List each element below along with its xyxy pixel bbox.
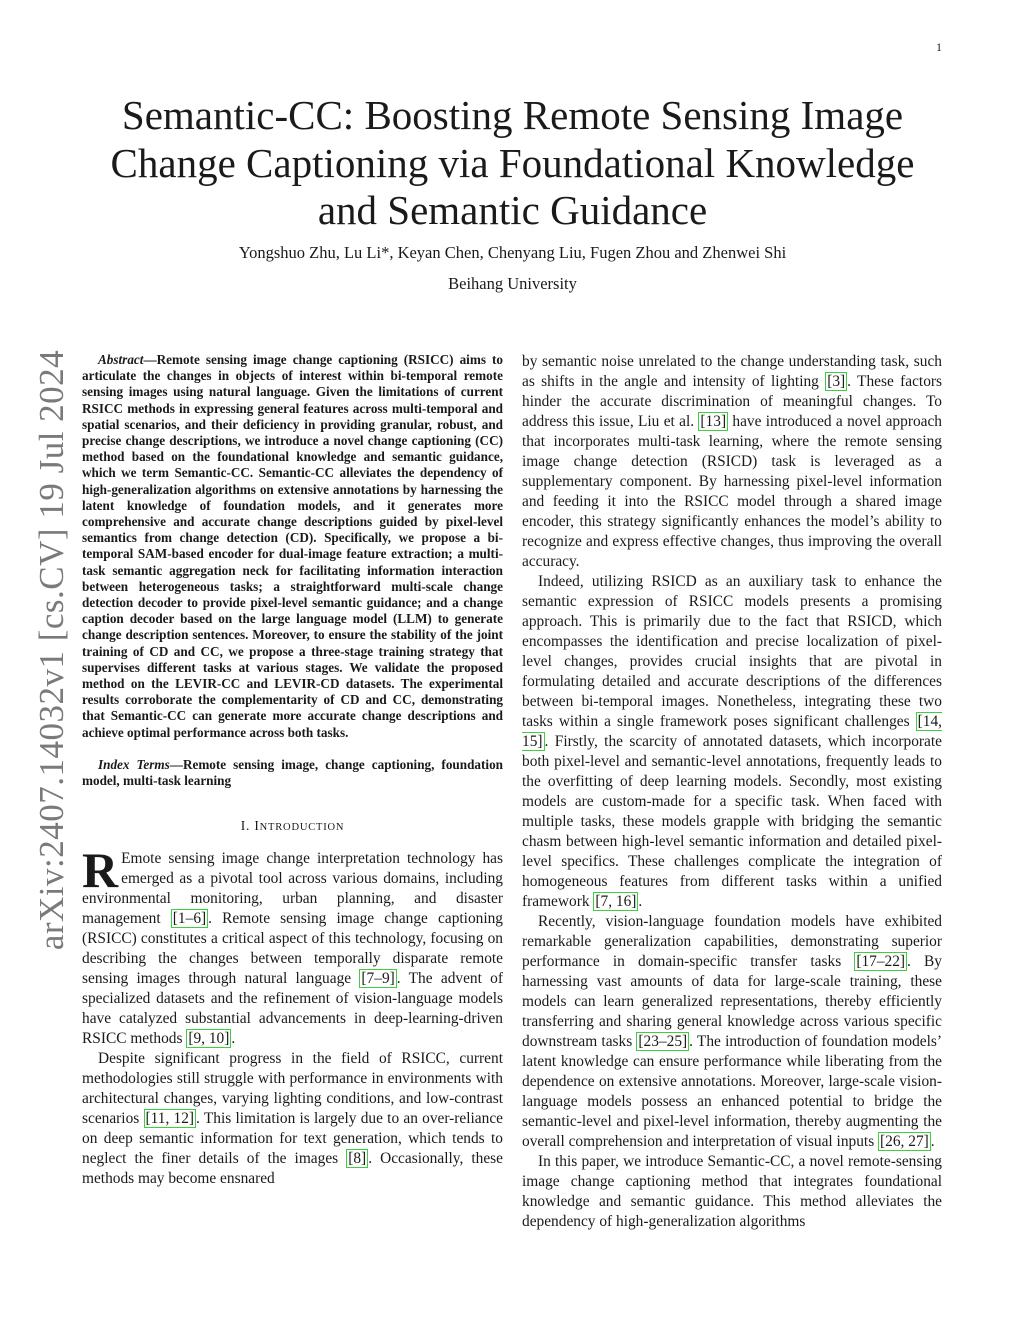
paragraph-text: . By harnessing vast amounts of data for large-scale training, these models can learn generalized representations, thereby efficiently transferring and sharing general knowledge across various specific downstream tasks xyxy=(522,953,942,1050)
abstract-label: Abstract xyxy=(98,352,144,367)
intro-paragraph-2 xyxy=(82,1049,503,1189)
paragraph-text: Emote sensing image change interpretation technology has emerged as a pivotal tool across various domains, including environmental monitoring, urban planning, and disaster management xyxy=(82,850,503,928)
section-title-rest: NTRODUCTION xyxy=(259,822,345,834)
section-title-initial: I xyxy=(254,818,260,834)
paragraph-text: by semantic noise unrelated to the change understanding task, such as shifts in the angle and intensity of lighting xyxy=(522,353,942,390)
section-heading-introduction xyxy=(82,817,503,837)
paragraph-text: . xyxy=(231,1030,236,1048)
section-number: I. xyxy=(240,818,251,834)
index-terms-text: —Remote sensing image, change captioning, foundation model, multi-task learning xyxy=(82,756,504,789)
intro-paragraph-4 xyxy=(522,912,942,1152)
citation-link[interactable]: [1–6] xyxy=(172,910,207,928)
citation-link[interactable]: [11, 12] xyxy=(145,1110,195,1128)
paragraph-text: . Occasionally, these methods may become ensnared xyxy=(82,1150,504,1188)
paragraph-text: . This limitation is largely due to an over-reliance on deep semantic information for text generation, which tends to neglect the finer details of the images xyxy=(82,1110,503,1168)
affiliation: Beihang University xyxy=(448,274,577,293)
left-column xyxy=(82,352,503,1189)
paragraph-text: . xyxy=(638,893,643,910)
citation-link[interactable]: [7–9] xyxy=(361,970,395,988)
intro-paragraph-3 xyxy=(522,572,942,912)
citation-link[interactable]: [26, 27] xyxy=(880,1133,929,1150)
abstract xyxy=(82,352,503,741)
paragraph-text: Despite significant progress in the field of RSICC, current methodologies still struggle with performance in environments with architectural changes, varying lighting conditions, and low-contrast scenarios xyxy=(82,1050,503,1128)
citation-link[interactable]: [3] xyxy=(827,373,846,390)
arxiv-stamp: arXiv:2407.14032v1 [cs.CV] 19 Jul 2024 xyxy=(32,349,71,951)
citation-link[interactable]: [23–25] xyxy=(638,1033,688,1050)
intro-paragraph-1 xyxy=(82,842,503,1049)
index-terms-label: Index Terms xyxy=(98,756,170,772)
citation-link[interactable]: [13] xyxy=(700,413,727,430)
paragraph-text: In this paper, we introduce Semantic-CC, a novel remote-sensing image change captioning method that integrates foundational knowledge and semantic guidance. This method alleviates the dependency of high-generalization algorithms xyxy=(522,1153,942,1230)
abstract-text: —Remote sensing image change captioning (RSICC) aims to articulate the changes in objects of interest within bi-temporal remote sensing images using natural language. Given the limitations of current RSICC methods in expressing general features across multi-temporal and spatial scenarios, and their deficiency in providing granular, robust, and precise change descriptions, we introduce a novel change captioning (CC) method based on the foundational knowledge and semantic guidance, which we term Semantic-CC. Semantic-CC alleviates the dependency of high-generalization algorithms on extensive annotations by harnessing the latent knowledge of foundation models, and it generates more comprehensive and accurate change descriptions guided by pixel-level semantics from change detection (CD). Specifically, we propose a bi-temporal SAM-based encoder for dual-image feature extraction; a multi-task semantic aggregation neck for facilitating information interaction between heterogeneous tasks; a straightforward multi-scale change detection decoder to provide pixel-level semantic guidance; and a change caption decoder based on the large language model (LLM) to generate change description sentences. Moreover, to ensure the stability of the joint training of CD and CC, we propose a three-stage training strategy that supervises different tasks at various stages. We validate the proposed method on the LEVIR-CC and LEVIR-CD datasets. The experimental results corroborate the complementarity of CD and CC, demonstrating that Semantic-CC can generate more accurate change descriptions and achieve optimal performance across both tasks. xyxy=(82,352,503,740)
paragraph-text: . xyxy=(930,1133,935,1150)
author-list: Yongshuo Zhu, Lu Li*, Keyan Chen, Chenyang Liu, Fugen Zhou and Zhenwei Shi xyxy=(238,243,787,262)
page-number: 1 xyxy=(936,40,942,54)
paper-title: Semantic-CC: Boosting Remote Sensing Image Change Captioning via Foundational Knowledge and Semantic Guidance xyxy=(110,92,915,233)
paragraph-text: . Remote sensing image change captioning (RSICC) constitutes a critical aspect of this technology, focusing on describing the changes between temporally disparate remote sensing images through natural language xyxy=(82,910,503,988)
index-terms xyxy=(82,757,503,789)
drop-cap: R xyxy=(82,842,119,899)
paragraph-text: . These factors hinder the accurate discrimination of meaningful changes. To address this issue, Liu et al. xyxy=(522,373,943,430)
citation-link[interactable]: [14, 15] xyxy=(522,713,942,750)
citation-link[interactable]: [17–22] xyxy=(856,953,906,970)
paragraph-text: . Firstly, the scarcity of annotated datasets, which incorporate both pixel-level and semantic-level annotations, frequently leads to the overfitting of deep learning models. Secondly, most existing models are custom-made for a specific task. When faced with multiple tasks, these models grapple with bridging the semantic chasm between high-level semantic information and detailed pixel-level specifics. These challenges complicate the integration of homogeneous features from different tasks within a unified framework xyxy=(522,733,942,910)
intro-paragraph-2-continued xyxy=(522,352,942,572)
right-column xyxy=(522,352,942,1232)
citation-link[interactable]: [9, 10] xyxy=(188,1030,230,1048)
citation-link[interactable]: [8] xyxy=(348,1150,367,1168)
paragraph-text: Recently, vision-language foundation models have exhibited remarkable generalization capabilities, demonstrating superior performance in domain-specific transfer tasks xyxy=(522,913,942,970)
intro-paragraph-5 xyxy=(522,1152,942,1232)
paragraph-text: have introduced a novel approach that incorporates multi-task learning, where the remote sensing image change detection (RSICD) task is leveraged as a supplementary component. By harnessing pixel-level information and feeding it into the RSICC model through a shared image encoder, this strategy significantly enhances the model’s ability to recognize and express effective changes, thus improving the overall accuracy. xyxy=(522,413,943,570)
citation-link[interactable]: [7, 16] xyxy=(595,893,637,910)
paragraph-text: . The introduction of foundation models’ latent knowledge can ensure performance while liberating from the dependence on extensive annotations. Moreover, large-scale vision-language models possess an enhanced potential to bridge the semantic-level and pixel-level information, thereby augmenting the overall comprehension and interpretation of visual inputs xyxy=(522,1033,942,1150)
paragraph-text: . The advent of specialized datasets and the refinement of vision-language models have catalyzed substantial advancements in deep-learning-driven RSICC methods xyxy=(82,970,503,1048)
paragraph-text: Indeed, utilizing RSICD as an auxiliary task to enhance the semantic expression of RSICC models presents a promising approach. This is primarily due to the fact that RSICD, which encompasses the identification and precise localization of pixel-level changes, provides crucial insights that are pivotal in formulating detailed and accurate descriptions of the differences between bi-temporal images. Nonetheless, integrating these two tasks within a single framework poses significant challenges xyxy=(522,573,942,730)
